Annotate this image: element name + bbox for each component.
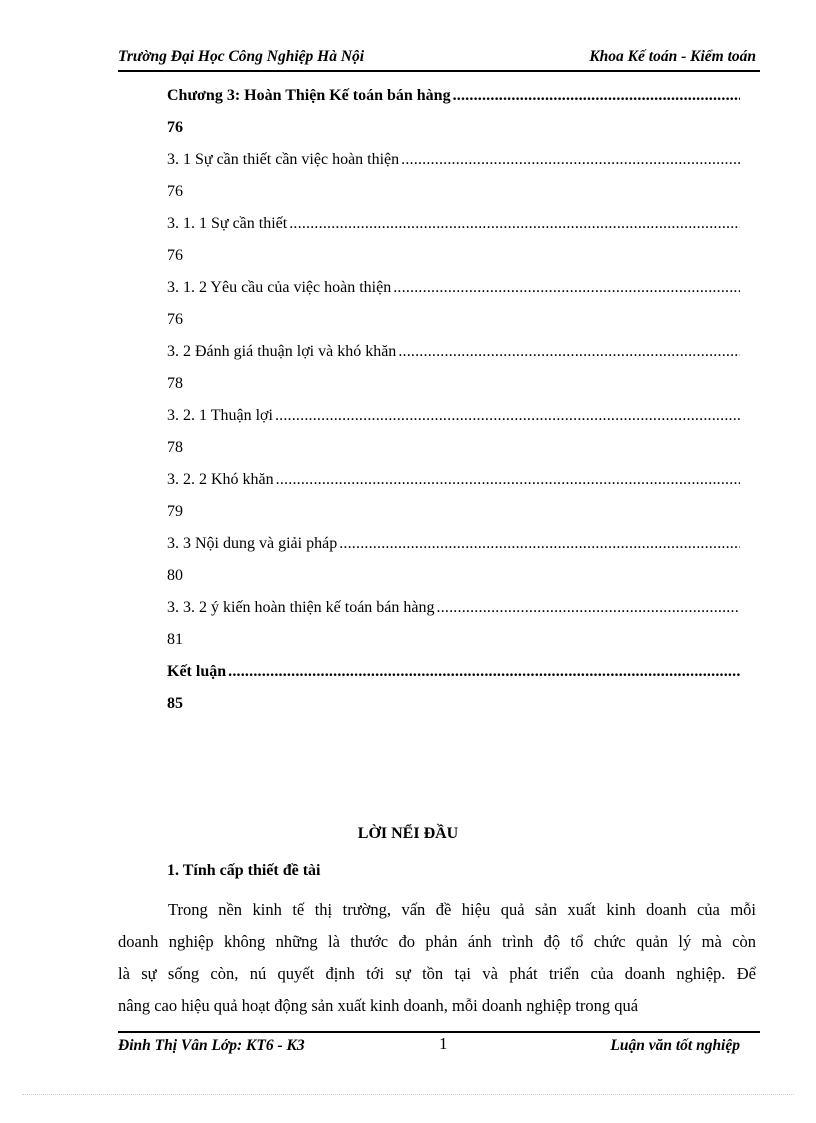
page-header <box>118 48 758 70</box>
toc-entry-page: 76 <box>167 311 183 328</box>
toc-leader-dots <box>401 144 740 176</box>
toc-entry-title: 3. 2. 2 Khó khăn <box>167 471 274 488</box>
paragraph-line: nâng cao hiệu quả hoạt động sản xuất kinh doanh, mỗi doanh nghiệp trong quá <box>118 996 639 1015</box>
toc-leader-dots <box>437 592 741 624</box>
toc-entry <box>167 400 740 464</box>
toc-entry-title: 3. 1. 1 Sự cần thiết <box>167 215 288 232</box>
toc-entry-line <box>167 528 740 560</box>
toc-entry-title: 3. 3. 2 ý kiến hoàn thiện kế toán bán hàng <box>167 599 435 616</box>
toc-leader-dots <box>276 464 740 496</box>
toc-entry <box>167 80 740 144</box>
toc-leader-dots <box>275 400 740 432</box>
toc-entry-title: 3. 1 Sự cần thiết cần việc hoàn thiện <box>167 151 400 168</box>
toc-entry-line <box>167 144 740 176</box>
toc-leader-dots <box>289 208 740 240</box>
toc-entry-page: 81 <box>167 631 183 648</box>
table-of-contents <box>167 80 740 720</box>
toc-leader-dots <box>339 528 740 560</box>
footer-title: Luận văn tốt nghiệp <box>610 1037 740 1054</box>
page-break <box>22 1094 794 1095</box>
paragraph-line: là sự sống còn, nú quyết định tới sự tồn tại và phát triển của doanh nghiệp. Để <box>118 964 756 983</box>
toc-entry-title: 3. 3 Nội dung và giải pháp <box>167 535 338 552</box>
page-footer <box>118 1034 740 1059</box>
toc-entry-page: 85 <box>167 695 183 712</box>
toc-leader-dots <box>393 272 740 304</box>
toc-entry-title: 3. 2 Đánh giá thuận lợi và khó khăn <box>167 343 397 360</box>
toc-entry-page: 76 <box>167 183 183 200</box>
page-number: 1 <box>439 1034 448 1053</box>
toc-entry-page: 76 <box>167 119 183 136</box>
toc-entry-line <box>167 592 740 624</box>
toc-entry-line <box>167 208 740 240</box>
intro-paragraph <box>118 894 756 1022</box>
toc-entry-page: 78 <box>167 439 183 456</box>
toc-entry-line <box>167 336 740 368</box>
toc-entry-title: 3. 2. 1 Thuận lợi <box>167 407 273 424</box>
toc-entry <box>167 528 740 592</box>
toc-entry-line <box>167 656 740 688</box>
paragraph-line: doanh nghiệp không những là thước đo phản ánh trình độ tổ chức quản lý mà còn <box>118 932 756 951</box>
toc-leader-dots <box>398 336 740 368</box>
toc-leader-dots <box>453 80 740 112</box>
toc-entry <box>167 592 740 656</box>
header-rule <box>118 70 760 72</box>
toc-entry <box>167 144 740 208</box>
toc-entry-title: Chương 3: Hoàn Thiện Kế toán bán hàng <box>167 87 451 104</box>
toc-entry-page: 79 <box>167 503 183 520</box>
section-heading: LỜI NỂI ĐẦU <box>357 825 459 842</box>
toc-entry-title: Kết luận <box>167 663 227 680</box>
header-faculty: Khoa Kế toán - Kiểm toán <box>589 48 756 65</box>
toc-entry-line <box>167 80 740 112</box>
toc-entry-page: 76 <box>167 247 183 264</box>
toc-leader-dots <box>228 656 740 688</box>
toc-entry-title: 3. 1. 2 Yêu cầu của việc hoàn thiện <box>167 279 392 296</box>
toc-entry-line <box>167 272 740 304</box>
toc-entry <box>167 656 740 720</box>
header-school: Trường Đại Học Công Nghiệp Hà Nội <box>118 48 365 65</box>
toc-entry <box>167 464 740 528</box>
footer-rule <box>118 1031 760 1033</box>
toc-entry-page: 80 <box>167 567 183 584</box>
toc-entry <box>167 208 740 272</box>
toc-entry-line <box>167 400 740 432</box>
subsection-heading: 1. Tính cấp thiết đề tài <box>167 862 321 879</box>
toc-entry-line <box>167 464 740 496</box>
toc-entry <box>167 336 740 400</box>
toc-entry-page: 78 <box>167 375 183 392</box>
footer-author: Đinh Thị Vân Lớp: KT6 - K3 <box>118 1037 305 1054</box>
paragraph-line: Trong nền kinh tế thị trường, vấn đề hiệu quả sản xuất kinh doanh của mỗi <box>168 900 756 919</box>
toc-entry <box>167 272 740 336</box>
